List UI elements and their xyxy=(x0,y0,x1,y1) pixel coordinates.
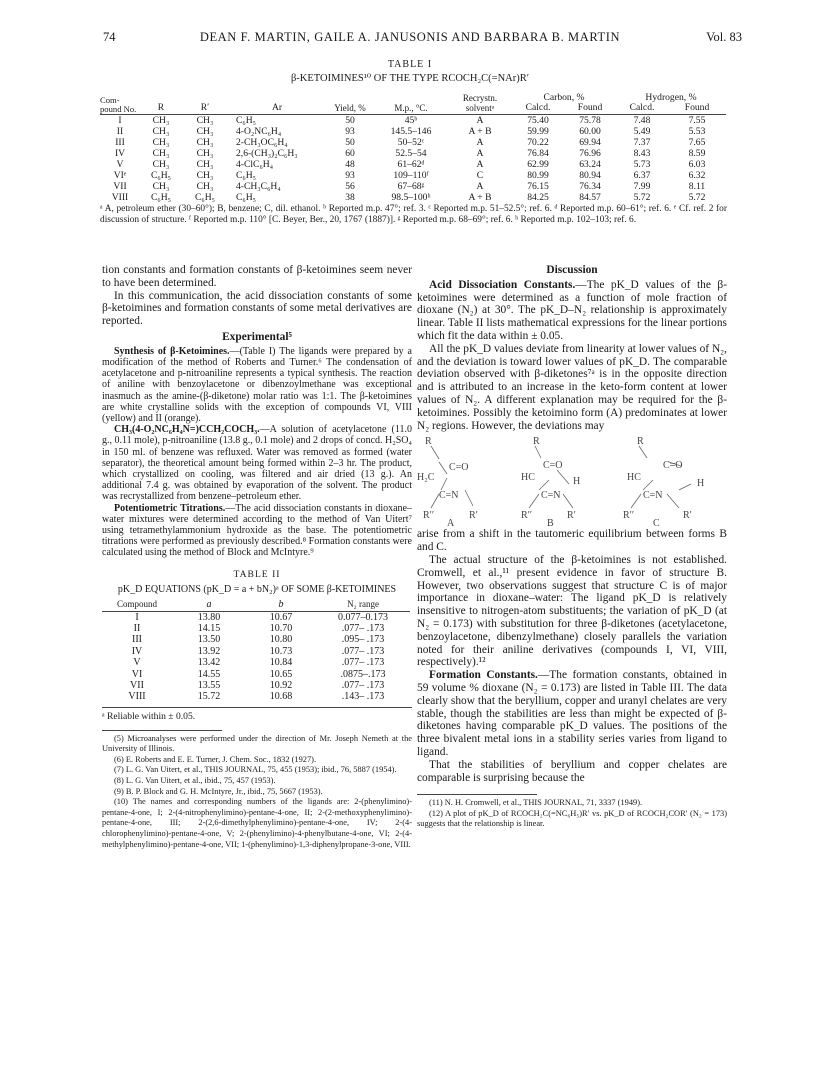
cell-yield: 38 xyxy=(345,191,355,203)
label-cn: C=N xyxy=(643,490,663,502)
right-column xyxy=(417,264,727,830)
paragraph: arise from a shift in the tautomeric equilibrium between forms B and C. xyxy=(417,528,727,554)
label-cn: C=N xyxy=(541,490,561,502)
paragraph: That the stabilities of beryllium and copper chelates are comparable is surprising because the xyxy=(417,758,727,784)
volume: Vol. 83 xyxy=(706,30,742,44)
table1-caption: TABLE I xyxy=(387,59,433,70)
running-header xyxy=(0,30,820,50)
label-form-a: A xyxy=(447,518,455,529)
cell-mp: 61–62ᵈ xyxy=(397,158,425,170)
table-row xyxy=(102,634,410,645)
cell-ar: 2,6-(CH₃)₂C₆H₃ xyxy=(236,147,298,159)
paragraph: All the pK_D values deviate from linearity at lower values of N₂, and the deviation is toward lower values of pK_D. The comparable deviation observed with β-diketones⁷ᵃ is in the opposite direction and is attributed to an increase in the keto-form content at lower values of N₂. A different explanation may be required for the β-ketoimines. Possibly the ketoimino form (A) predominates at lower N₂ regions. However, the deviations may xyxy=(417,342,727,432)
table-row xyxy=(102,691,410,702)
table1-title: β-KETOIMINES¹⁰ OF THE TYPE RCOCH₂C(=NAr)R′ xyxy=(290,73,530,84)
cell-rp: CH₃ xyxy=(196,136,214,148)
cell-r: .095– .173 xyxy=(341,634,385,646)
cell-mp: 52.5–54 xyxy=(395,147,427,159)
cell-solv: A xyxy=(476,114,484,126)
label-hc: HC xyxy=(627,472,641,484)
cell-mp: 50–52ᶜ xyxy=(397,136,425,148)
section-heading-discussion: Discussion xyxy=(546,264,598,276)
cell-hf: 5.72 xyxy=(688,191,706,203)
table-row xyxy=(102,611,410,623)
cell-solv: C xyxy=(476,169,484,181)
label-co: C=O xyxy=(543,460,563,472)
cell-cf: 76.96 xyxy=(579,147,601,159)
table2 xyxy=(102,599,410,703)
table-row xyxy=(102,646,410,657)
cell-r: CH₃ xyxy=(152,125,170,137)
col-carbon-found: Found xyxy=(577,102,603,114)
cell-ar: 4-ClC₆H₄ xyxy=(236,158,274,170)
footnote: (12) A plot of pK_D of RCOCH₂C(=NC₆H₅)R′ vs. pK_D of RCOCH₂COR′ (N₂ = 173) suggests that the relationship is linear. xyxy=(417,808,727,829)
cell-mp: 145.5–146 xyxy=(390,125,432,137)
cell-rp: CH₃ xyxy=(196,169,214,181)
col-rp: R′ xyxy=(200,102,210,114)
label-rp: R′ xyxy=(469,510,478,522)
cell-hf: 8.59 xyxy=(688,147,706,159)
cell-c: I xyxy=(135,611,139,623)
cell-yield: 56 xyxy=(345,180,355,192)
cell-a: 15.72 xyxy=(197,691,221,703)
cell-r: .077– .173 xyxy=(341,657,385,669)
cell-solv: A xyxy=(476,180,484,192)
footnotes xyxy=(102,734,412,851)
cell-hc: 7.48 xyxy=(633,114,651,126)
label-r: R xyxy=(533,436,540,448)
cell-cc: 76.15 xyxy=(527,180,549,192)
cell-r: CH₃ xyxy=(152,158,170,170)
cell-r: .077– .173 xyxy=(341,680,385,692)
cell-ar: 2-CH₃OC₆H₄ xyxy=(236,136,288,148)
cell-b: 10.65 xyxy=(269,668,293,680)
left-column xyxy=(102,264,412,850)
cell-a: 14.15 xyxy=(197,623,221,635)
col-compound: Com- pound No. xyxy=(100,94,137,114)
cell-cf: 80.94 xyxy=(579,169,601,181)
cell-rp: CH₃ xyxy=(196,114,214,126)
cell-rp: CH₃ xyxy=(196,180,214,192)
cell-c: III xyxy=(132,634,142,646)
cell-mp: 98.5–100ʰ xyxy=(391,191,431,203)
col-hydrogen: Hydrogen, % xyxy=(645,92,697,103)
table-row xyxy=(100,170,726,181)
cell-hf: 7.65 xyxy=(688,136,706,148)
cell-yield: 60 xyxy=(345,147,355,159)
cell-solv: A xyxy=(476,147,484,159)
cell-a: 13.80 xyxy=(197,611,221,623)
cell-b: 10.67 xyxy=(269,611,293,623)
col-yield: Yield, % xyxy=(334,103,366,114)
cell-cc: 62.99 xyxy=(527,158,549,170)
cell-r: .143– .173 xyxy=(341,691,385,703)
cell-a: 13.92 xyxy=(197,645,221,657)
cell-ar: 4-CH₃C₆H₄ xyxy=(236,180,281,192)
paragraph: Acid Dissociation Constants.—The pK_D values of the β-ketoimines were determined as a function of mole fraction of dioxane (N₂) at 30°. The pK_D–N₂ relationship is approximately linear. Table II lists mathematical expressions for the linear portions which fit the data within ± 0.05. xyxy=(417,278,727,342)
label-rp: R′ xyxy=(683,510,692,522)
cell-cc: 70.22 xyxy=(527,136,549,148)
cell-solv: A xyxy=(476,136,484,148)
table-row xyxy=(102,623,410,634)
label-rpp: R′′ xyxy=(623,510,635,522)
cell-hc: 5.73 xyxy=(633,158,651,170)
cell-hc: 8.43 xyxy=(633,147,651,159)
cell-mp: 45ᵇ xyxy=(404,114,418,126)
label-co: C=O xyxy=(663,460,683,472)
cell-cc: 75.40 xyxy=(527,114,549,126)
label-h: H xyxy=(573,476,581,488)
label-h2c: H₂C xyxy=(417,472,435,484)
cell-b: 10.92 xyxy=(269,680,293,692)
label-co: C=O xyxy=(449,462,469,474)
cell-a: 14.55 xyxy=(197,668,221,680)
cell-hf: 7.55 xyxy=(688,114,706,126)
cell-r: CH₃ xyxy=(152,147,170,159)
label-hc: HC xyxy=(521,472,535,484)
label-form-b: B xyxy=(547,518,554,529)
col-ar: Ar xyxy=(271,102,283,114)
cell-yield: 48 xyxy=(345,158,355,170)
cell-no: V xyxy=(116,158,124,170)
table-row xyxy=(102,669,410,680)
col-solvent: Recrystn. solventᵃ xyxy=(462,93,498,114)
cell-cf: 75.78 xyxy=(579,114,601,126)
table2-title: pK_D EQUATIONS (pK_D = a + bN₂)ᵃ OF SOME β-KETOIMINES xyxy=(117,584,397,596)
col-carbon: Carbon, % xyxy=(543,92,585,103)
cell-a: 13.42 xyxy=(197,657,221,669)
table-row xyxy=(100,114,726,126)
label-cn: C=N xyxy=(439,490,459,502)
label-form-c: C xyxy=(653,518,660,529)
cell-solv: A + B xyxy=(468,191,492,203)
cell-solv: A xyxy=(476,158,484,170)
cell-cc: 80.99 xyxy=(527,169,549,181)
page-number: 74 xyxy=(103,30,116,44)
paragraph: Synthesis of β-Ketoimines.—(Table I) The ligands were prepared by a modification of the method of Roberts and Turner.⁶ The condensation of acetylacetone and p-nitroaniline represents a typical synthesis. The reaction of aniline with benzoylacetone or dibenzoylmethane was exceptional inasmuch as the amine-(β-diketone) molar ratio was 1:1. The β-ketoimines are white crystalline solids with the exception of compounds VI, VIII (yellow) and II (orange). xyxy=(102,345,412,424)
footnote: (8) L. G. Van Uitert, et al., ibid., 75, 457 (1953). xyxy=(114,776,276,786)
col-mp: M.p., °C. xyxy=(394,103,428,114)
cell-r: .077– .173 xyxy=(341,645,385,657)
cell-r: CH₃ xyxy=(152,114,170,126)
paragraph: The actual structure of the β-ketoimines is not established. Cromwell, et al.,¹¹ present evidence in favor of structure B. However, two observations suggest that structure C is of major importance in dioxane–water: The ligand pK_D is relatively insensitive to nitrogen-atom substituents; the variation of pK_D (at N₂ = 0.173) with substitution for three β-diketones (acetylacetone, benzoylacetone, dibenzylmethane) closely parallels the variation noted for their aniline derivatives (compounds I, VI, VIII, respectively).¹² xyxy=(417,553,727,669)
footnote: (5) Microanalyses were performed under the direction of Mr. Joseph Nemeth at the University of Illinois. xyxy=(102,733,412,754)
col-hydrogen-calcd: Calcd. xyxy=(629,102,655,114)
table2-footnote: ᵃ Reliable within ± 0.05. xyxy=(102,710,196,722)
cell-hf: 8.11 xyxy=(688,180,706,192)
paragraph: In this communication, the acid dissociation constants of some β-ketoimines and formation constants of some metal derivatives are reported. xyxy=(102,289,412,328)
cell-r: C₆H₅ xyxy=(150,169,172,181)
authors: DEAN F. MARTIN, GAILE A. JANUSONIS AND BARBARA B. MARTIN xyxy=(199,30,621,44)
cell-solv: A + B xyxy=(468,125,492,137)
cell-r: .0875–.173 xyxy=(340,668,386,680)
paragraph: CH₃(4-O₂NC₆H₄N=)CCH₂COCH₃.—A solution of acetylacetone (11.0 g., 0.11 mole), p-nitroaniline (13.8 g., 0.1 mole) and 2 drops of concd. H₂SO₄ in 150 ml. of benzene was refluxed. Water was removed as formed (water separator), the theoretical amount being formed within 2–3 hr. The product, which crystallized on cooling, was filtered and air dried (13 g.). An additional 7.4 g. was obtained by evaporation of the solvent. The product was recrystallized from benzene–petroleum ether. xyxy=(102,424,412,503)
cell-yield: 93 xyxy=(345,169,355,181)
cell-b: 10.68 xyxy=(269,691,293,703)
table-row xyxy=(102,680,410,691)
footnote: (11) N. H. Cromwell, et al., THIS JOURNAL, 71, 3337 (1949). xyxy=(429,798,643,808)
label-h: H xyxy=(697,478,705,490)
footnote: (9) B. P. Block and G. H. McIntyre, Jr., ibid., 75, 5667 (1953). xyxy=(114,786,323,796)
cell-ar: C₆H₅ xyxy=(236,191,257,203)
cell-no: III xyxy=(115,136,125,148)
paragraph: Potentiometric Titrations.—The acid dissociation constants in dioxane–water mixtures were determined according to the method of Van Uitert⁷ using tetramethylammonium hydroxide as the base. The potentiometric titrations were performed as previously described.⁸ Formation constants were calculated using the method of Block and McIntyre.⁹ xyxy=(102,502,412,559)
cell-cf: 60.00 xyxy=(579,125,601,137)
table-row xyxy=(100,148,726,159)
col-b: b xyxy=(278,599,284,611)
label-rp: R′ xyxy=(567,510,576,522)
cell-no: VIII xyxy=(111,191,129,203)
cell-rp: CH₃ xyxy=(196,125,214,137)
table-row xyxy=(100,159,726,170)
table-row xyxy=(100,126,726,137)
col-range: N₂ range xyxy=(347,599,379,610)
cell-b: 10.80 xyxy=(269,634,293,646)
cell-cf: 69.94 xyxy=(579,136,601,148)
label-rpp: R′′ xyxy=(423,510,435,522)
cell-ar: C₆H₅ xyxy=(236,169,257,181)
footnote: (10) The names and corresponding numbers of the ligands are: 2-(phenylimino)-pentane-4-one, I; 2-(4-nitrophenylimino)-pentane-4-one, II; 2-(2-methoxyphenylimino)-pentane-4-one, III; 2-(2,6-dimethylphenylimino)-pentane-4-one, IV; 2-(4-chlorophenylimino)-pentane-4-one, V; 2-(phenylimino)-4-phenylbutane-4-one, VI; 2-(4-methylphenylimino)-pentane-4-one, VII; 1-(phenylimino)-1,3-diphenylpropane-3-one, VIII. xyxy=(102,797,412,849)
cell-r: CH₃ xyxy=(152,136,170,148)
cell-b: 10.73 xyxy=(269,645,293,657)
footnote: (7) L. G. Van Uitert, et al., THIS JOURNAL, 75, 455 (1953); ibid., 76, 5887 (1954). xyxy=(114,765,397,775)
cell-yield: 50 xyxy=(345,114,355,126)
cell-no: II xyxy=(116,125,124,137)
cell-cc: 76.84 xyxy=(527,147,549,159)
paragraph: Formation Constants.—The formation constants, obtained in 59 volume % dioxane (N₂ = 0.173) are listed in Table III. The data clearly show that the beryllium, copper and uranyl chelates are very stable, though the stabilities are less than might be expected of β-diketones having comparable pK_D values. The positions of the three bivalent metal ions in a stability series varies from ligand to ligand. xyxy=(417,669,727,758)
label-r: R xyxy=(637,436,644,448)
cell-hc: 7.37 xyxy=(633,136,651,148)
cell-b: 10.70 xyxy=(269,623,293,635)
cell-c: IV xyxy=(131,645,143,657)
cell-r: .077– .173 xyxy=(341,623,385,635)
footnote: (6) E. Roberts and E. E. Turner, J. Chem. Soc., 1832 (1927). xyxy=(114,754,317,764)
cell-hc: 6.37 xyxy=(633,169,651,181)
label-rpp: R′′ xyxy=(521,510,533,522)
cell-a: 13.50 xyxy=(197,634,221,646)
cell-no: IV xyxy=(114,147,126,159)
table-row xyxy=(100,181,726,192)
cell-no: VII xyxy=(113,180,127,192)
col-compound: Compound xyxy=(116,599,157,610)
cell-hc: 5.72 xyxy=(633,191,651,203)
cell-rp: CH₃ xyxy=(196,158,214,170)
table1-footnote: ᵃ A, petroleum ether (30–60°); B, benzene; C, dil. ethanol. ᵇ Reported m.p. 47°; ref. 3. ᶜ Reported m.p. 51–52.5°; ref. 6. ᵈ Reported m.p. 60–61°; ref. 6. ᵉ Cf. ref. 2 for discussion of structure. ᶠ Reported m.p. 110° [C. Beyer, Ber., 20, 1767 (1887)]. ᵍ Reported m.p. 68–69°; ref. 6. ʰ Reported m.p. 102–103; ref. 6. xyxy=(100,204,727,225)
table2-caption: TABLE II xyxy=(233,568,281,580)
cell-cf: 63.24 xyxy=(579,158,601,170)
cell-c: V xyxy=(133,657,141,669)
cell-cf: 84.57 xyxy=(579,191,601,203)
cell-yield: 93 xyxy=(345,125,355,137)
cell-r: CH₃ xyxy=(152,180,170,192)
cell-hf: 5.53 xyxy=(688,125,706,137)
cell-mp: 67–68ᵍ xyxy=(397,180,425,192)
cell-no: VIᵉ xyxy=(113,169,127,181)
cell-a: 13.55 xyxy=(197,680,221,692)
paragraph: tion constants and formation constants of β-ketoimines seem never to have been determined. xyxy=(102,264,412,289)
cell-hf: 6.32 xyxy=(688,169,706,181)
section-heading-experimental: Experimental⁵ xyxy=(222,330,292,343)
cell-r: C₆H₅ xyxy=(150,191,172,203)
table-row xyxy=(102,657,410,668)
cell-hc: 5.49 xyxy=(633,125,651,137)
cell-no: I xyxy=(118,114,122,126)
cell-rp: CH₃ xyxy=(196,147,214,159)
col-a: a xyxy=(206,599,212,611)
cell-b: 10.84 xyxy=(269,657,293,669)
cell-cf: 76.34 xyxy=(579,180,601,192)
cell-hf: 6.03 xyxy=(688,158,706,170)
cell-ar: 4-O₂NC₆H₄ xyxy=(236,125,282,137)
label-r: R xyxy=(425,436,432,448)
cell-c: VIII xyxy=(128,691,146,703)
cell-cc: 84.25 xyxy=(527,191,549,203)
table-row xyxy=(100,192,726,203)
table-row xyxy=(100,137,726,148)
col-hydrogen-found: Found xyxy=(684,102,710,114)
cell-ar: C₆H₅ xyxy=(236,114,257,126)
cell-hc: 7.99 xyxy=(633,180,651,192)
tautomer-structures xyxy=(417,432,727,528)
cell-c: II xyxy=(133,623,141,635)
cell-cc: 59.99 xyxy=(527,125,549,137)
col-carbon-calcd: Calcd. xyxy=(525,102,551,114)
cell-rp: C₆H₅ xyxy=(194,191,216,203)
col-r: R xyxy=(157,102,165,114)
cell-c: VII xyxy=(130,680,144,692)
cell-c: VI xyxy=(131,668,143,680)
table1 xyxy=(100,93,726,203)
cell-r: 0.077–0.173 xyxy=(338,611,388,623)
cell-yield: 50 xyxy=(345,136,355,148)
cell-mp: 109–110ᶠ xyxy=(393,169,429,181)
footnotes xyxy=(417,798,727,830)
